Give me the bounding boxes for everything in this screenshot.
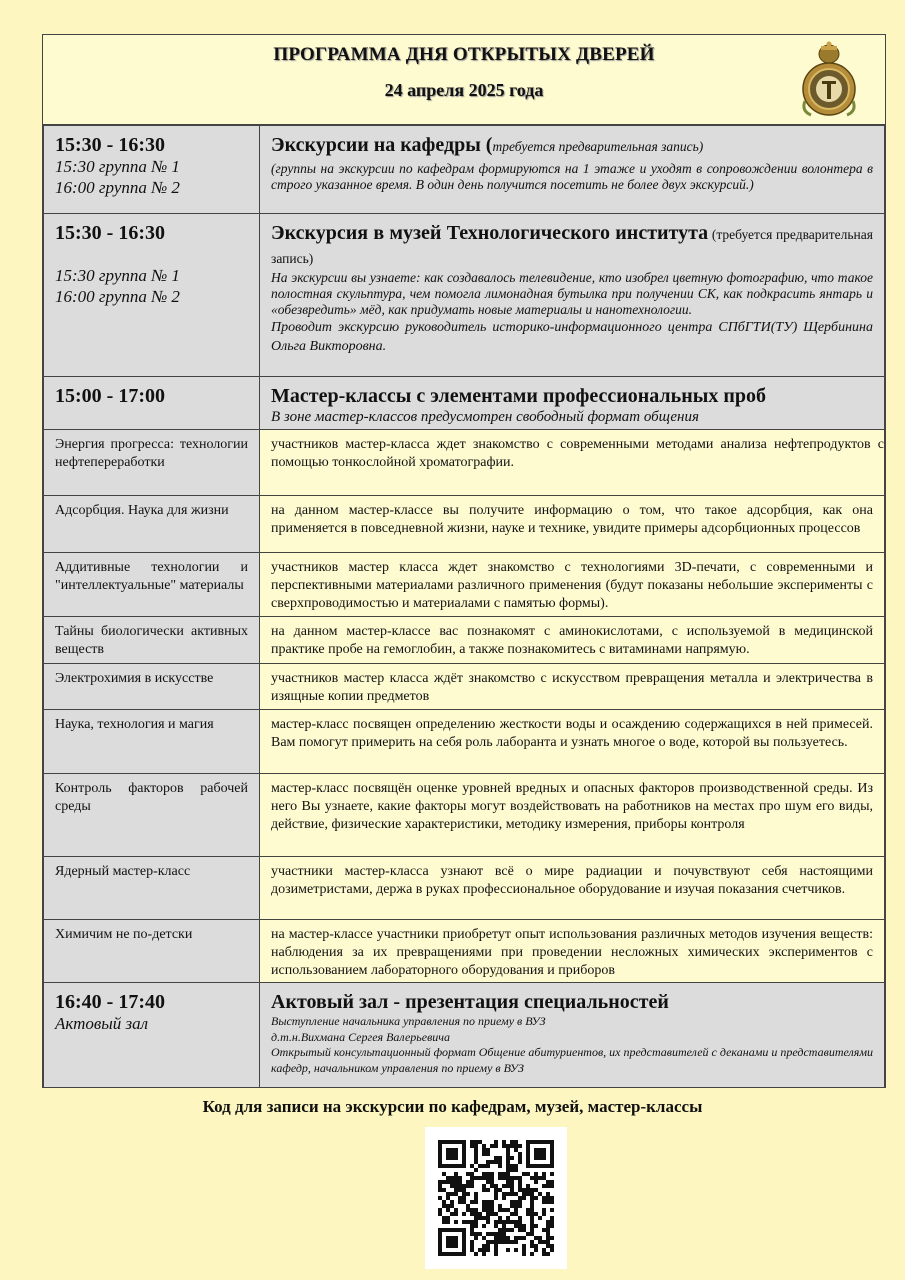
- session-title: Актовый зал - презентация специальностей: [271, 991, 669, 1013]
- university-crest-icon: [797, 41, 861, 119]
- masterclasses-header-row: [44, 377, 885, 430]
- session-time: 15:00 - 17:00: [55, 385, 165, 407]
- masterclass-text: участников мастер класса ждет знакомство с технологиями 3D-печати, с современными и перспективными материалами различного применения (будут показаны небольшие эксперименты с сверхпроводимостью и материалами с памятью формы).: [271, 560, 873, 611]
- session-time: 15:30 - 16:30: [55, 134, 165, 156]
- masterclass-text: мастер-класс посвящен определению жесткости воды и осаждению содержащихся в ней примесей. Вам помогут примерить на себя роль лаборанта и узнать многое о воде, которой вы пользуетесь.: [271, 717, 873, 750]
- program-title: ПРОГРАММА ДНЯ ОТКРЫТЫХ ДВЕРЕЙ: [273, 44, 655, 65]
- masterclass-name: Наука, технология и магия: [55, 717, 214, 732]
- program-header: [43, 35, 885, 125]
- session-title: [260, 126, 884, 158]
- masterclass-row: [44, 553, 885, 617]
- group-2-label: 16:00 группа № 2: [55, 178, 180, 197]
- masterclass-name: Адсорбция. Наука для жизни: [55, 503, 229, 518]
- masterclass-text: мастер-класс посвящён оценке уровней вредных и опасных факторов производственной среды. Из него Вы узнаете, какие факторы могут воздействовать на работников на местах про шум его виды, действие, физические характеристики, методику измерения, приборы контроля: [271, 781, 873, 832]
- group-1-label: 15:30 группа № 1: [55, 266, 180, 285]
- program-table: [43, 125, 885, 1088]
- masterclass-text: на данном мастер-классе вы получите информацию о том, что такое адсорбция, как она применяется в повседневной жизни, науке и технике, увидите примеры адсорбционных процессов: [271, 503, 873, 536]
- format-description: Открытый консультационный формат Общение абитуриентов, их представителей с деканами и представителями кафедр, начальником управления по приему в ВУЗ: [271, 1045, 873, 1075]
- session-title-note: (требуется предварительная запись): [271, 227, 873, 266]
- masterclass-text: участников мастер класса ждёт знакомство с искусством превращения металла и электричества в изящные копии предметов: [271, 671, 873, 704]
- speaker-line: Выступление начальника управления по приему в ВУЗ: [271, 1014, 546, 1028]
- masterclass-text: участники мастер-класса узнают всё о мире радиации и почувствуют себя настоящими дозиметристами, держа в руках профессиональное оборудование и изучая показания счетчиков.: [271, 864, 873, 897]
- session-title: Мастер-классы с элементами профессиональных проб: [271, 385, 767, 407]
- program-date: 24 апреля 2025 года: [384, 80, 544, 100]
- masterclass-row: [44, 496, 885, 553]
- session-time: 16:40 - 17:40: [55, 991, 165, 1013]
- masterclass-text: на мастер-классе участники приобретут опыт использования различных методов изучения веществ: наблюдения за их превращениями при проведении несложных химических экспериментов с использованием лабораторного оборудования и приборов: [271, 927, 873, 978]
- group-2-label: 16:00 группа № 2: [55, 287, 180, 306]
- group-1-label: 15:30 группа № 1: [55, 157, 180, 176]
- masterclass-text: на данном мастер-классе вас познакомят с аминокислотами, с используемой в медицинской практике пробе на гемоглобин, а также познакомитесь с витаминами напрямую.: [271, 624, 873, 657]
- masterclass-name: Ядерный мастер-класс: [55, 864, 191, 879]
- session-title-text: Экскурсия в музей Технологического института: [271, 222, 709, 244]
- speaker-name: д.т.н.Вихмана Сергея Валерьевича: [271, 1029, 451, 1044]
- excursion-departments-row: [44, 126, 885, 214]
- session-title-text: Экскурсии на кафедры (: [271, 134, 493, 156]
- masterclass-text: участников мастер-класса ждет знакомство с современными методами анализа нефтепродуктов с помощью тонкослойной хроматографии.: [271, 437, 884, 470]
- masterclass-row: [44, 920, 885, 983]
- masterclass-row: [44, 857, 885, 920]
- excursion-museum-row: [44, 214, 885, 377]
- masterclass-row: [44, 617, 885, 664]
- session-description: (группы на экскурсии по кафедрам формируются на 1 этаже и уходят в сопровождении волонтера в строго указанное время. В один день получится посетить не более двух экскурсий.): [271, 161, 873, 192]
- masterclass-name: Электрохимия в искусстве: [55, 671, 214, 686]
- masterclass-row: [44, 664, 885, 710]
- session-subtitle: В зоне мастер-классов предусмотрен свободный формат общения: [271, 409, 699, 425]
- session-guide: Проводит экскурсию руководитель историко-информационного центра СПбГТИ(ТУ) Щербинина Ольга Викторовна.: [271, 320, 873, 354]
- session-description: На экскурсии вы узнаете: как создавалось телевидение, кто изобрел цветную фотографию, что такое полостная скульптура, чем помогла лимонадная бутылка при получении СК, как подкрасить янтарь и «обезвредить» мёд, как придумать новые материалы и нанотехнологии.: [271, 270, 873, 317]
- qr-caption: Код для записи на экскурсии по кафедрам, музей, мастер-классы: [202, 1097, 703, 1116]
- session-place: Актовый зал: [55, 1014, 149, 1033]
- qr-code-icon[interactable]: [425, 1127, 567, 1269]
- masterclass-name: Аддитивные технологии и "интеллектуальные" материалы: [55, 560, 248, 593]
- assembly-hall-row: [44, 983, 885, 1088]
- masterclass-row: [44, 430, 885, 496]
- masterclass-name: Контроль факторов рабочей среды: [55, 781, 248, 814]
- masterclass-row: [44, 710, 885, 774]
- program-sheet: [42, 34, 886, 1088]
- masterclass-name: Химичим не по-детски: [55, 927, 193, 942]
- session-time: 15:30 - 16:30: [55, 222, 165, 244]
- session-title: [260, 214, 884, 270]
- masterclass-name: Энергия прогресса: технологии нефтепереработки: [55, 437, 248, 470]
- session-title-note: требуется предварительная запись): [492, 139, 704, 154]
- masterclass-row: [44, 774, 885, 857]
- masterclass-name: Тайны биологически активных веществ: [55, 624, 248, 657]
